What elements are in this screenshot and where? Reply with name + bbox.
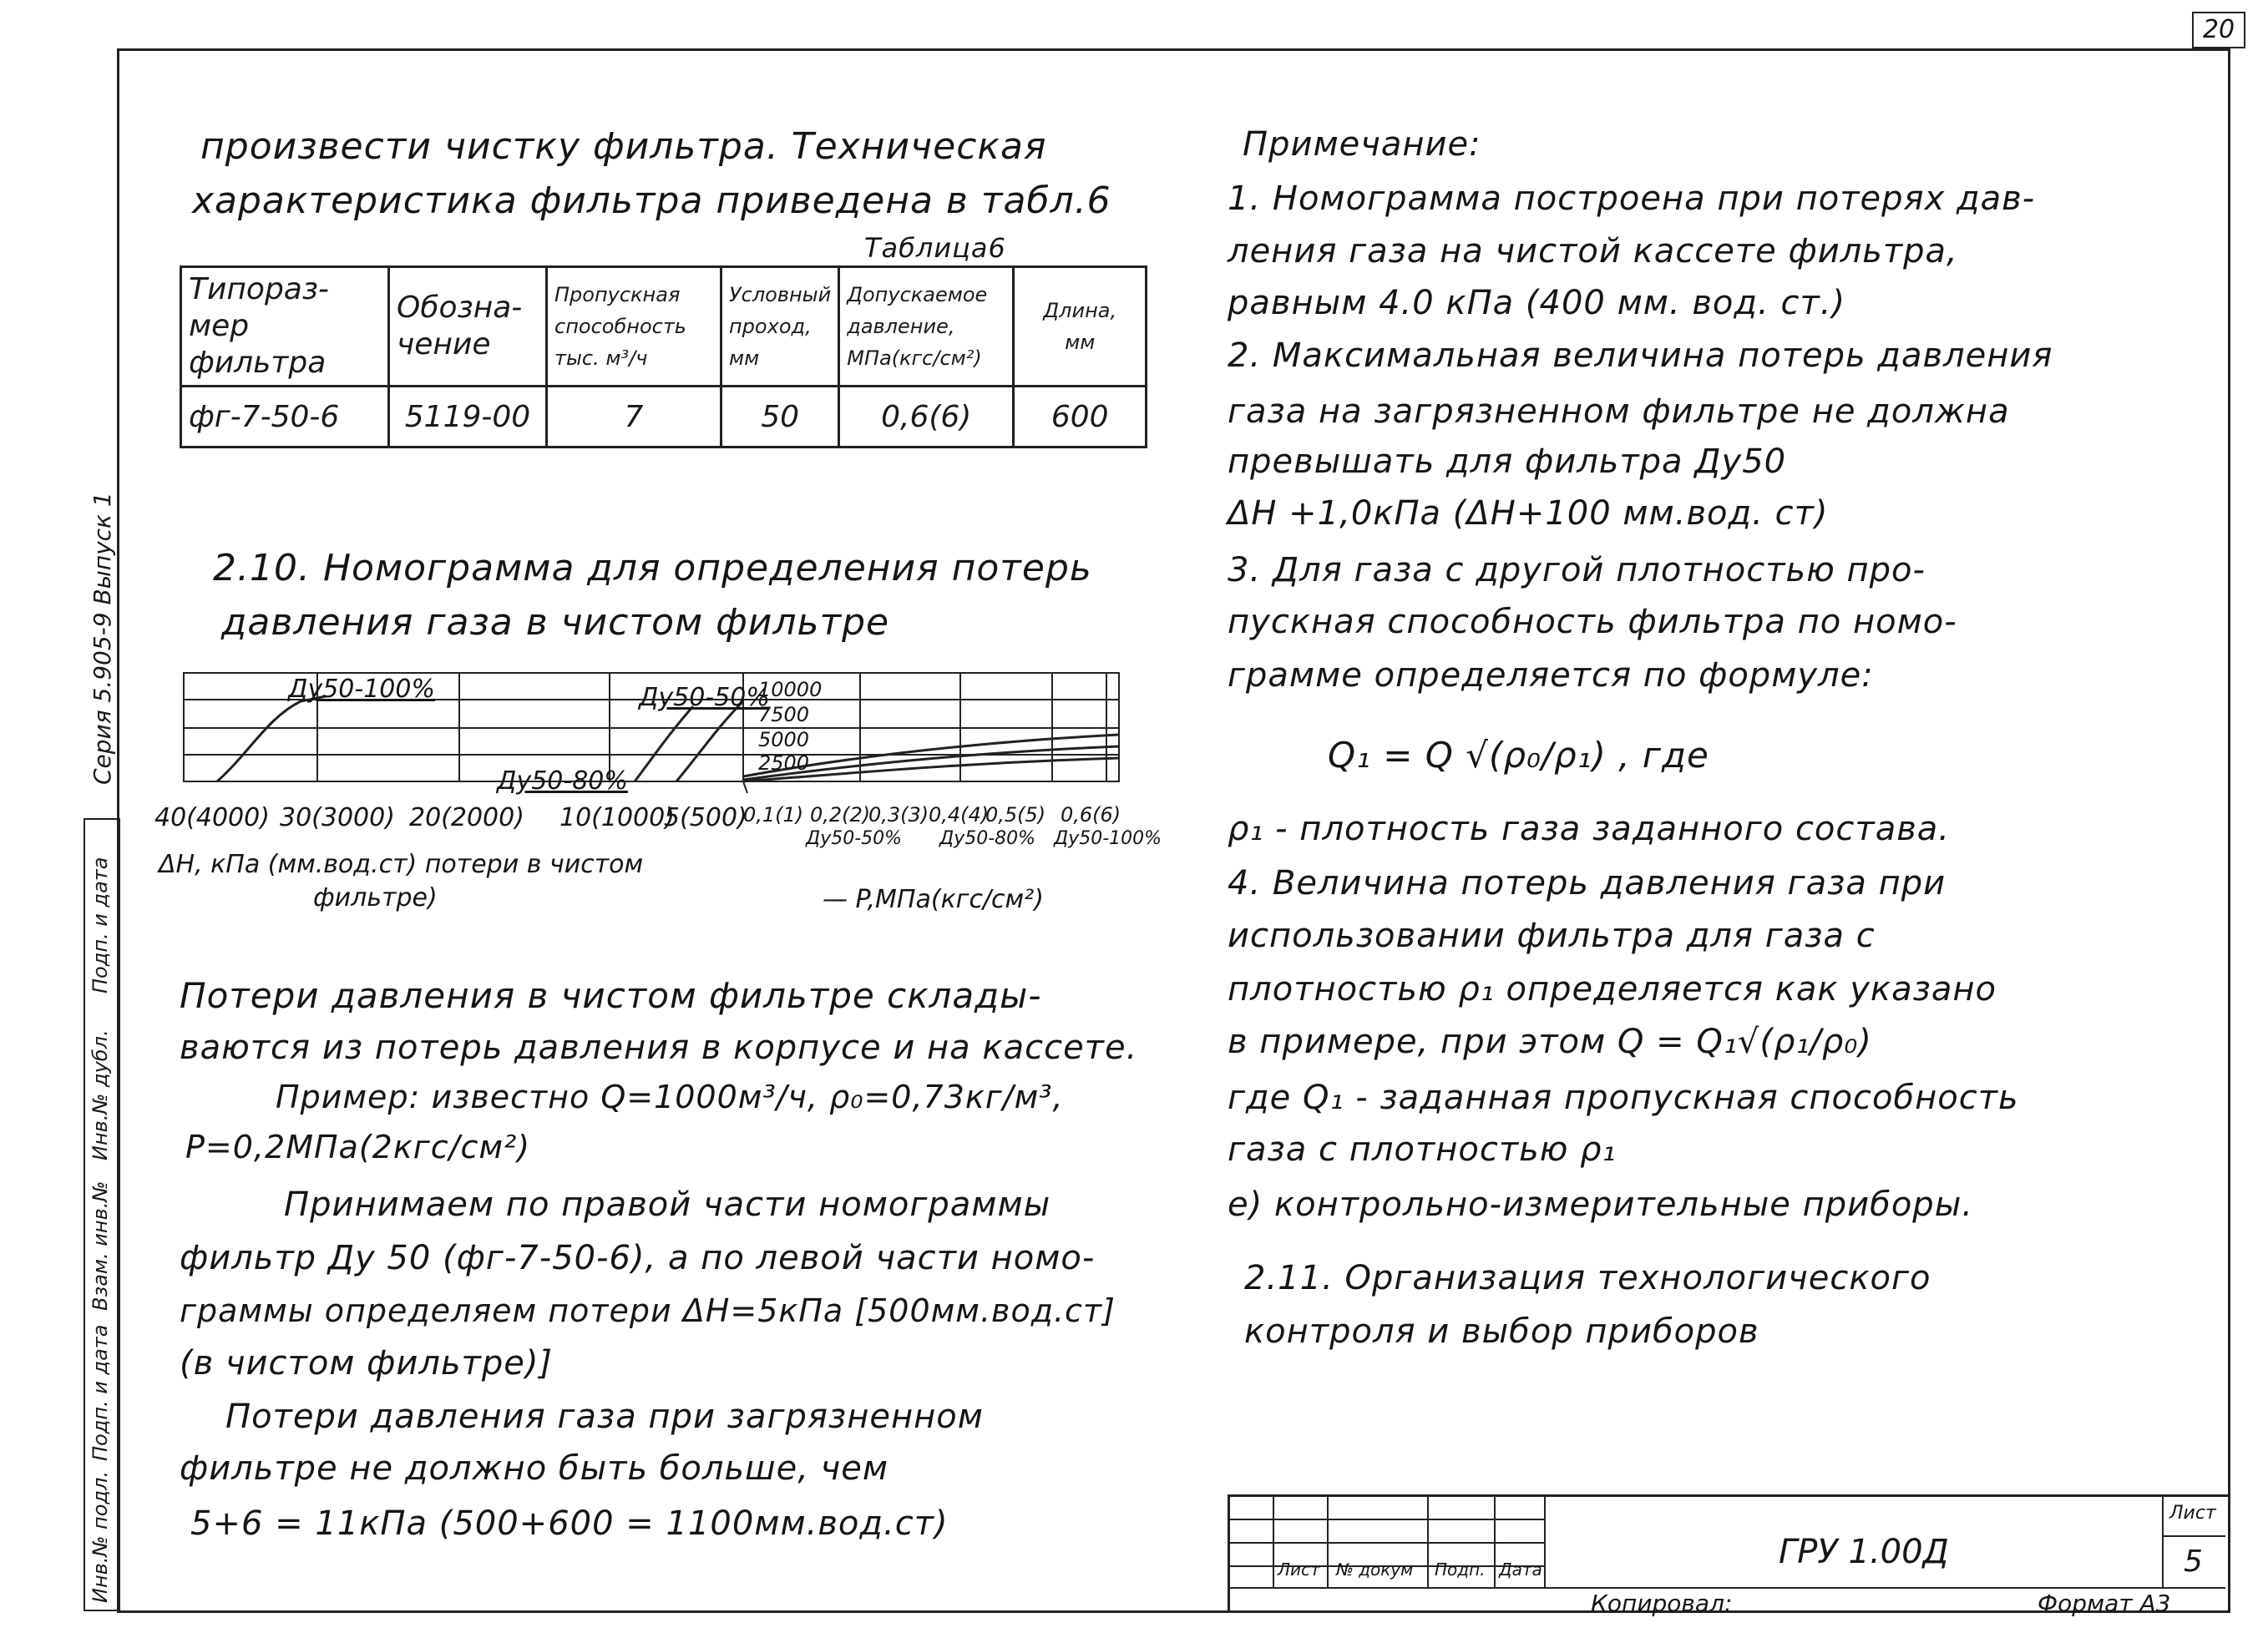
- bottom-curve-label-100: Ду50-100%: [1054, 828, 1162, 849]
- curve-label-50: Ду50-50%: [639, 683, 770, 712]
- corner-number: 20: [2202, 15, 2235, 44]
- curve-label-100: Ду50-100%: [288, 675, 435, 704]
- right-tick-03: 0,3(3): [868, 803, 929, 827]
- note3-line2: пускная способность фильтра по номо-: [1228, 603, 1957, 641]
- left-tick-20: 20(2000): [409, 803, 524, 832]
- nomogram-right-axis-label: — P,МПа(кгс/см²): [823, 885, 1044, 914]
- left-p3-line4: (в чистом фильтре)]: [180, 1344, 554, 1383]
- format-label: Формат А3: [2038, 1590, 2171, 1617]
- example-line2: P=0,2МПа(2кгс/см²): [185, 1129, 531, 1165]
- note4-line2: использовании фильтра для газа с: [1228, 917, 1876, 955]
- sheet-number: 5: [2184, 1544, 2203, 1579]
- designation: ГРУ 1.00Д: [1779, 1533, 1949, 1571]
- right-scale-5000: 5000: [758, 728, 810, 751]
- right-scale-2500: 2500: [758, 751, 810, 775]
- note3-line3: грамме определяется по формуле:: [1228, 656, 1874, 695]
- side-col-inv-dubl: Инв.№ дубл.: [89, 1029, 112, 1160]
- nomogram-left-axis-label-1: ΔH, кПа (мм.вод.ст) потери в чистом: [159, 850, 644, 879]
- left-p3-line3: граммы определяем потери ΔH=5кПа [500мм.вод.ст]: [180, 1292, 1116, 1329]
- example-line1: Пример: известно Q=1000м³/ч, ρ₀=0,73кг/м³,: [276, 1079, 1064, 1115]
- left-p4-line2: фильтре не должно быть больше, чем: [180, 1449, 889, 1488]
- left-p3-line1: Принимаем по правой части номограммы: [284, 1186, 1051, 1224]
- right-tick-04: 0,4(4): [929, 803, 990, 827]
- left-p2-line2: ваются из потерь давления в корпусе и на кассете.: [180, 1029, 1138, 1067]
- side-col-vzam-inv: Взам. инв.№: [89, 1180, 112, 1311]
- left-tick-30: 30(3000): [280, 803, 395, 832]
- note4-line6: газа с плотностью ρ₁: [1228, 1130, 1617, 1169]
- nomogram-left-axis-label-2: фильтре): [313, 883, 438, 913]
- bottom-curve-label-80: Ду50-80%: [939, 828, 1036, 849]
- sheet-label: Лист: [2169, 1503, 2216, 1524]
- note4-line3: плотностью ρ₁ определяется как указано: [1228, 970, 1997, 1009]
- curve-label-80: Ду50-80%: [497, 766, 628, 796]
- right-tick-05: 0,5(5): [985, 803, 1046, 827]
- corner-number-box: [2192, 12, 2245, 48]
- th-nominal-bore: Условный проход, мм: [721, 267, 839, 387]
- note3-line1: 3. Для газа с другой плотностью про-: [1228, 551, 1926, 589]
- td-pressure: 0,6(6): [839, 387, 1014, 447]
- title-col-list: Лист: [1278, 1560, 1320, 1580]
- copied-label: Копировал:: [1591, 1590, 1733, 1617]
- th-size: Типораз- мер фильтра: [181, 267, 389, 387]
- left-tick-10: 10(1000): [559, 803, 675, 832]
- left-p2-line1: Потери давления в чистом фильтре склады-: [180, 975, 1042, 1016]
- note2-line4: ΔH +1,0кПа (ΔH+100 мм.вод. ст): [1228, 494, 1829, 533]
- title-col-doc: № докум: [1336, 1560, 1414, 1580]
- formula-1: Q₁ = Q √(ρ₀/ρ₁) , где: [1328, 735, 1709, 776]
- side-col-inv-podl: Инв.№ подл.: [89, 1471, 112, 1603]
- title-col-sign: Подп.: [1435, 1560, 1486, 1580]
- section-2-11-line1: 2.11. Организация технологического: [1244, 1259, 1931, 1297]
- right-tick-06: 0,6(6): [1061, 803, 1121, 827]
- table-header-row: [181, 267, 1147, 387]
- note2-line2: газа на загрязненном фильтре не должна: [1228, 392, 2010, 431]
- right-tick-01: 0,1(1): [743, 803, 804, 827]
- left-p1-line2: характеристика фильтра приведена в табл.6: [192, 179, 1111, 222]
- td-size: фг-7-50-6: [181, 387, 389, 447]
- th-capacity: Пропускная способность тыс. м³/ч: [547, 267, 721, 387]
- left-p4-line1: Потери давления газа при загрязненном: [225, 1398, 984, 1436]
- left-tick-5: 5(500): [664, 803, 747, 832]
- td-capacity: 7: [547, 387, 721, 447]
- section-2-11-line2: контроля и выбор приборов: [1244, 1312, 1759, 1351]
- table-caption: Таблица6: [864, 232, 1006, 264]
- right-scale-10000: 10000: [758, 678, 823, 701]
- section-e-line: е) контрольно-измерительные приборы.: [1228, 1186, 1973, 1224]
- note4-line4: в примере, при этом Q = Q₁√(ρ₁/ρ₀): [1228, 1023, 1872, 1061]
- note3-line4: ρ₁ - плотность газа заданного состава.: [1228, 810, 1951, 848]
- td-length: 600: [1014, 387, 1147, 447]
- section-2-10-line2: давления газа в чистом фильтре: [221, 601, 890, 644]
- table-row: [181, 387, 1147, 447]
- title-col-date: Дата: [1499, 1560, 1542, 1580]
- spec-table: [180, 265, 1147, 448]
- th-pressure: Допускаемое давление, МПа(кгс/см²): [839, 267, 1014, 387]
- th-designation: Обозна- чение: [389, 267, 547, 387]
- left-tick-40: 40(4000): [154, 803, 270, 832]
- note2-line3: превышать для фильтра Ду50: [1228, 442, 1787, 481]
- left-p1-line1: произвести чистку фильтра. Техническая: [200, 125, 1047, 168]
- td-nominal-bore: 50: [721, 387, 839, 447]
- left-p4-line3: 5+6 = 11кПа (500+600 = 1100мм.вод.ст): [190, 1504, 949, 1543]
- side-col-podp-data-1: Подп. и дата: [89, 1324, 112, 1461]
- right-scale-7500: 7500: [758, 703, 810, 726]
- curve-100: [217, 696, 326, 781]
- side-col-podp-data-2: Подп. и дата: [89, 857, 112, 993]
- note4-line5: где Q₁ - заданная пропускная способность: [1228, 1079, 2019, 1117]
- note1-line3: равным 4.0 кПа (400 мм. вод. ст.): [1228, 284, 1846, 322]
- note4-line1: 4. Величина потерь давления газа при: [1228, 864, 1947, 902]
- left-p3-line2: фильтр Ду 50 (фг-7-50-6), а по левой части номо-: [180, 1239, 1096, 1277]
- th-length: Длина, мм: [1014, 267, 1147, 387]
- bottom-curve-label-50: Ду50-50%: [806, 828, 903, 849]
- note1-line1: 1. Номограмма построена при потерях дав-: [1228, 179, 2036, 218]
- note2-line1: 2. Максимальная величина потерь давления: [1228, 336, 2053, 375]
- td-designation: 5119-00: [389, 387, 547, 447]
- side-series-label: Серия 5.905-9 Выпуск 1: [89, 492, 116, 785]
- section-2-10-line1: 2.10. Номограмма для определения потерь: [213, 547, 1092, 589]
- note-title: Примечание:: [1243, 125, 1481, 164]
- right-tick-02: 0,2(2): [810, 803, 871, 827]
- note1-line2: ления газа на чистой кассете фильтра,: [1228, 232, 1958, 270]
